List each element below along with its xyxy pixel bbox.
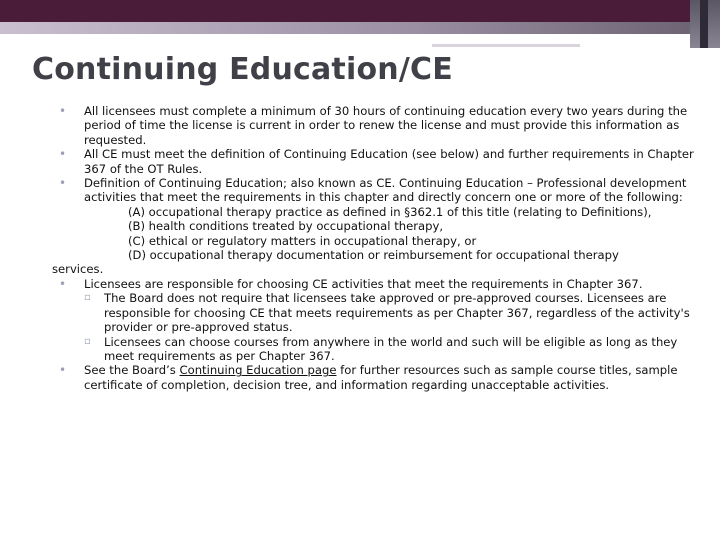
- slide-title: Continuing Education/CE: [32, 52, 453, 87]
- bullet-item-hours: • All licensees must complete a minimum of 30 hours of continuing education every two years during the period of time the license is current in order to renew the license and must provide this information as requested.: [54, 104, 694, 147]
- definition-item-b: (B) health conditions treated by occupational therapy,: [128, 219, 444, 234]
- header-bar: [0, 0, 690, 22]
- bullet-item-ce-definition: • Definition of Continuing Education; also known as CE. Continuing Education – Professional development activities that meet the requirements in this chapter and directly concern one or more of the following:: [54, 176, 694, 205]
- bullet-item-definition-requirement: • All CE must meet the definition of Continuing Education (see below) and further requirements in Chapter 367 of the OT Rules.: [54, 147, 694, 176]
- continuing-education-page-link[interactable]: Continuing Education page: [179, 363, 337, 378]
- definition-continuation: services.: [52, 262, 104, 277]
- definition-item-a: (A) occupational therapy practice as defined in §362.1 of this title (relating to Definitions),: [128, 204, 652, 219]
- sub-bullet-worldwide-courses: ▫ Licensees can choose courses from anywhere in the world and such will be eligible as long as they meet requirements as per Chapter 367.: [54, 335, 694, 364]
- header-gradient-bar: [0, 22, 690, 34]
- definition-item-c: (C) ethical or regulatory matters in occupational therapy, or: [128, 233, 477, 248]
- bullet-item-licensee-responsibility: • Licensees are responsible for choosing CE activities that meet the requirements in Chapter 367.: [54, 277, 694, 291]
- header-corner-tab-inner: [700, 0, 708, 48]
- board-resources-suffix: for further resources such as sample course titles, sample certificate of completion, decision tree, and information regarding unacceptable activities.: [84, 363, 678, 392]
- definition-item-d: (D) occupational therapy documentation or reimbursement for occupational therapy: [128, 248, 619, 263]
- sub-bullet-approved-courses: ▫ The Board does not require that licensees take approved or pre-approved courses. Licensees are responsible for choosing CE that meets requirements as per Chapter 367, regardless of the activity's provider or pre-approved status.: [54, 291, 694, 334]
- slide-body: [54, 104, 694, 392]
- board-resources-prefix: See the Board’s: [84, 363, 180, 378]
- bullet-item-board-resources: [54, 363, 694, 392]
- title-accent-line: [432, 44, 580, 47]
